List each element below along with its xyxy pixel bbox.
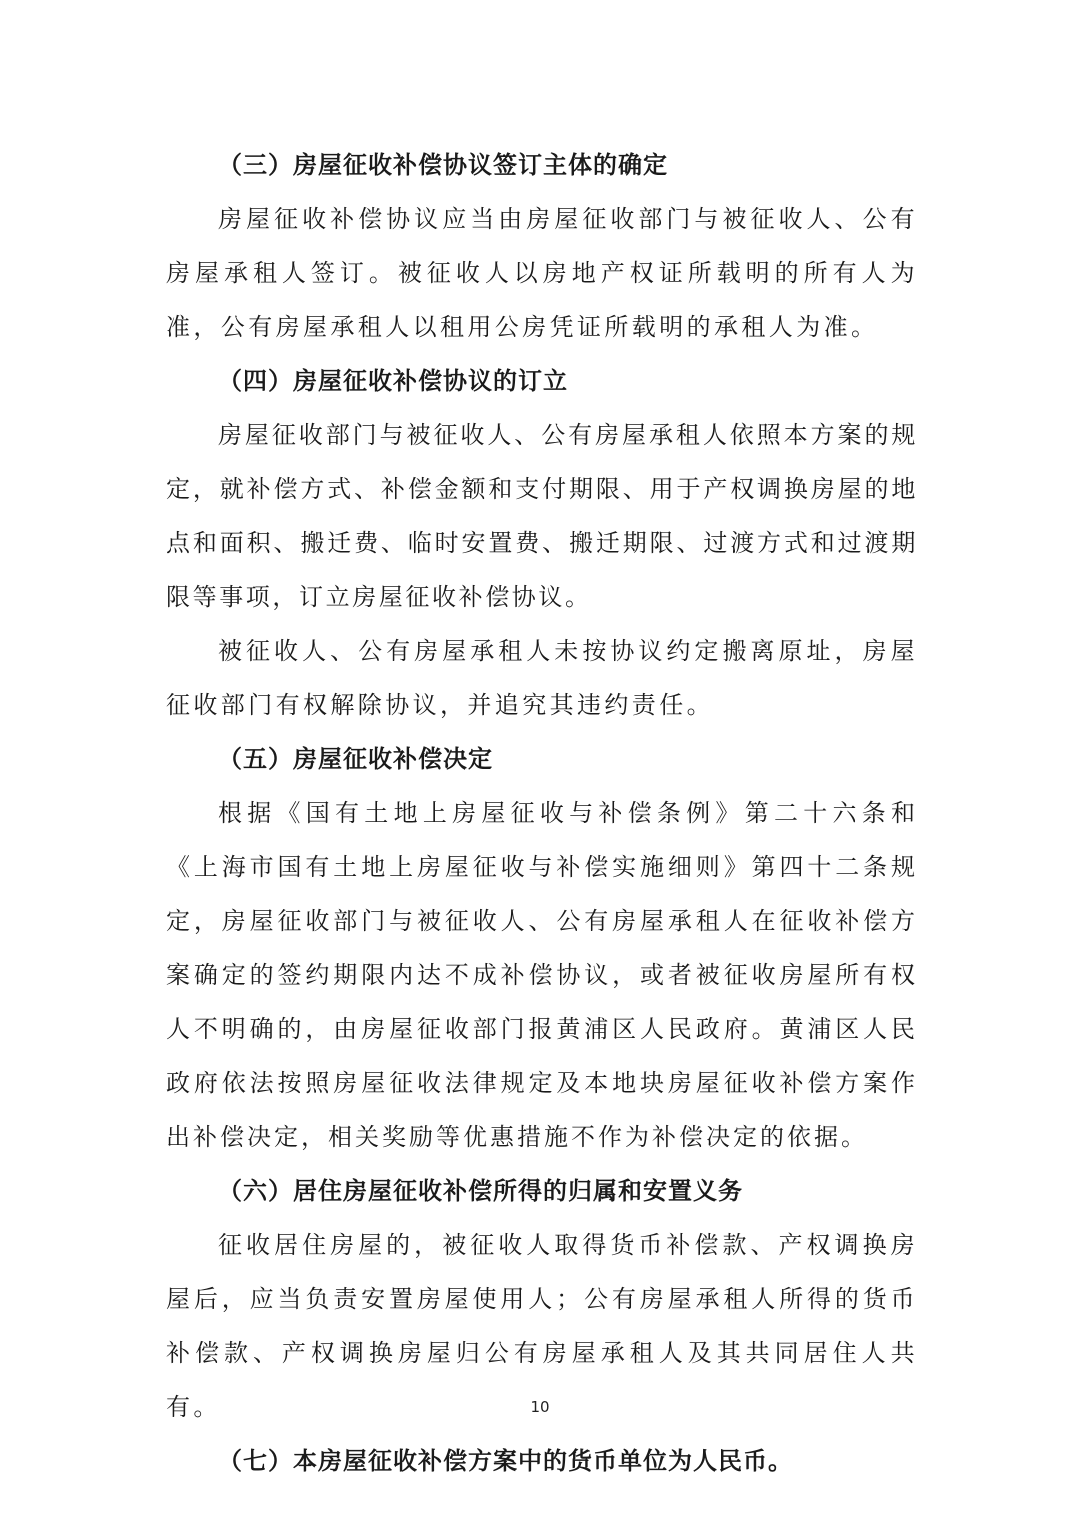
section-heading-3: （三）房屋征收补偿协议签订主体的确定 [218,151,668,179]
section-4-paragraph-1: 房屋征收部门与被征收人、公有房屋承租人依照本方案的规定，就补偿方式、补偿金额和支付期限、用于产权调换房屋的地点和面积、搬迁费、临时安置费、搬迁期限、过渡方式和过渡期限等事项，订立房屋征收补偿协议。 [166,421,918,611]
section-3-paragraph-1: 房屋征收补偿协议应当由房屋征收部门与被征收人、公有房屋承租人签订。被征收人以房地产权证所载明的所有人为准，公有房屋承租人以租用公房凭证所载明的承租人为准。 [166,205,918,341]
page-number: 10 [530,1398,550,1416]
section-heading-7: （七）本房屋征收补偿方案中的货币单位为人民币。 [218,1447,793,1475]
section-5-paragraph-1: 根据《国有土地上房屋征收与补偿条例》第二十六条和《上海市国有土地上房屋征收与补偿实施细则》第四十二条规定，房屋征收部门与被征收人、公有房屋承租人在征收补偿方案确定的签约期限内达不成补偿协议，或者被征收房屋所有权人不明确的，由房屋征收部门报黄浦区人民政府。黄浦区人民政府依法按照房屋征收法律规定及本地块房屋征收补偿方案作出补偿决定，相关奖励等优惠措施不作为补偿决定的依据。 [166,799,918,1151]
section-heading-6: （六）居住房屋征收补偿所得的归属和安置义务 [218,1177,743,1205]
section-6-paragraph-1: 征收居住房屋的，被征收人取得货币补偿款、产权调换房屋后，应当负责安置房屋使用人；公有房屋承租人所得的货币补偿款、产权调换房屋归公有房屋承租人及其共同居住人共有。 [166,1231,918,1421]
section-4-paragraph-2: 被征收人、公有房屋承租人未按协议约定搬离原址，房屋征收部门有权解除协议，并追究其违约责任。 [166,637,918,719]
section-heading-4: （四）房屋征收补偿协议的订立 [218,367,568,395]
page-content [166,138,918,1488]
section-heading-5: （五）房屋征收补偿决定 [218,745,493,773]
